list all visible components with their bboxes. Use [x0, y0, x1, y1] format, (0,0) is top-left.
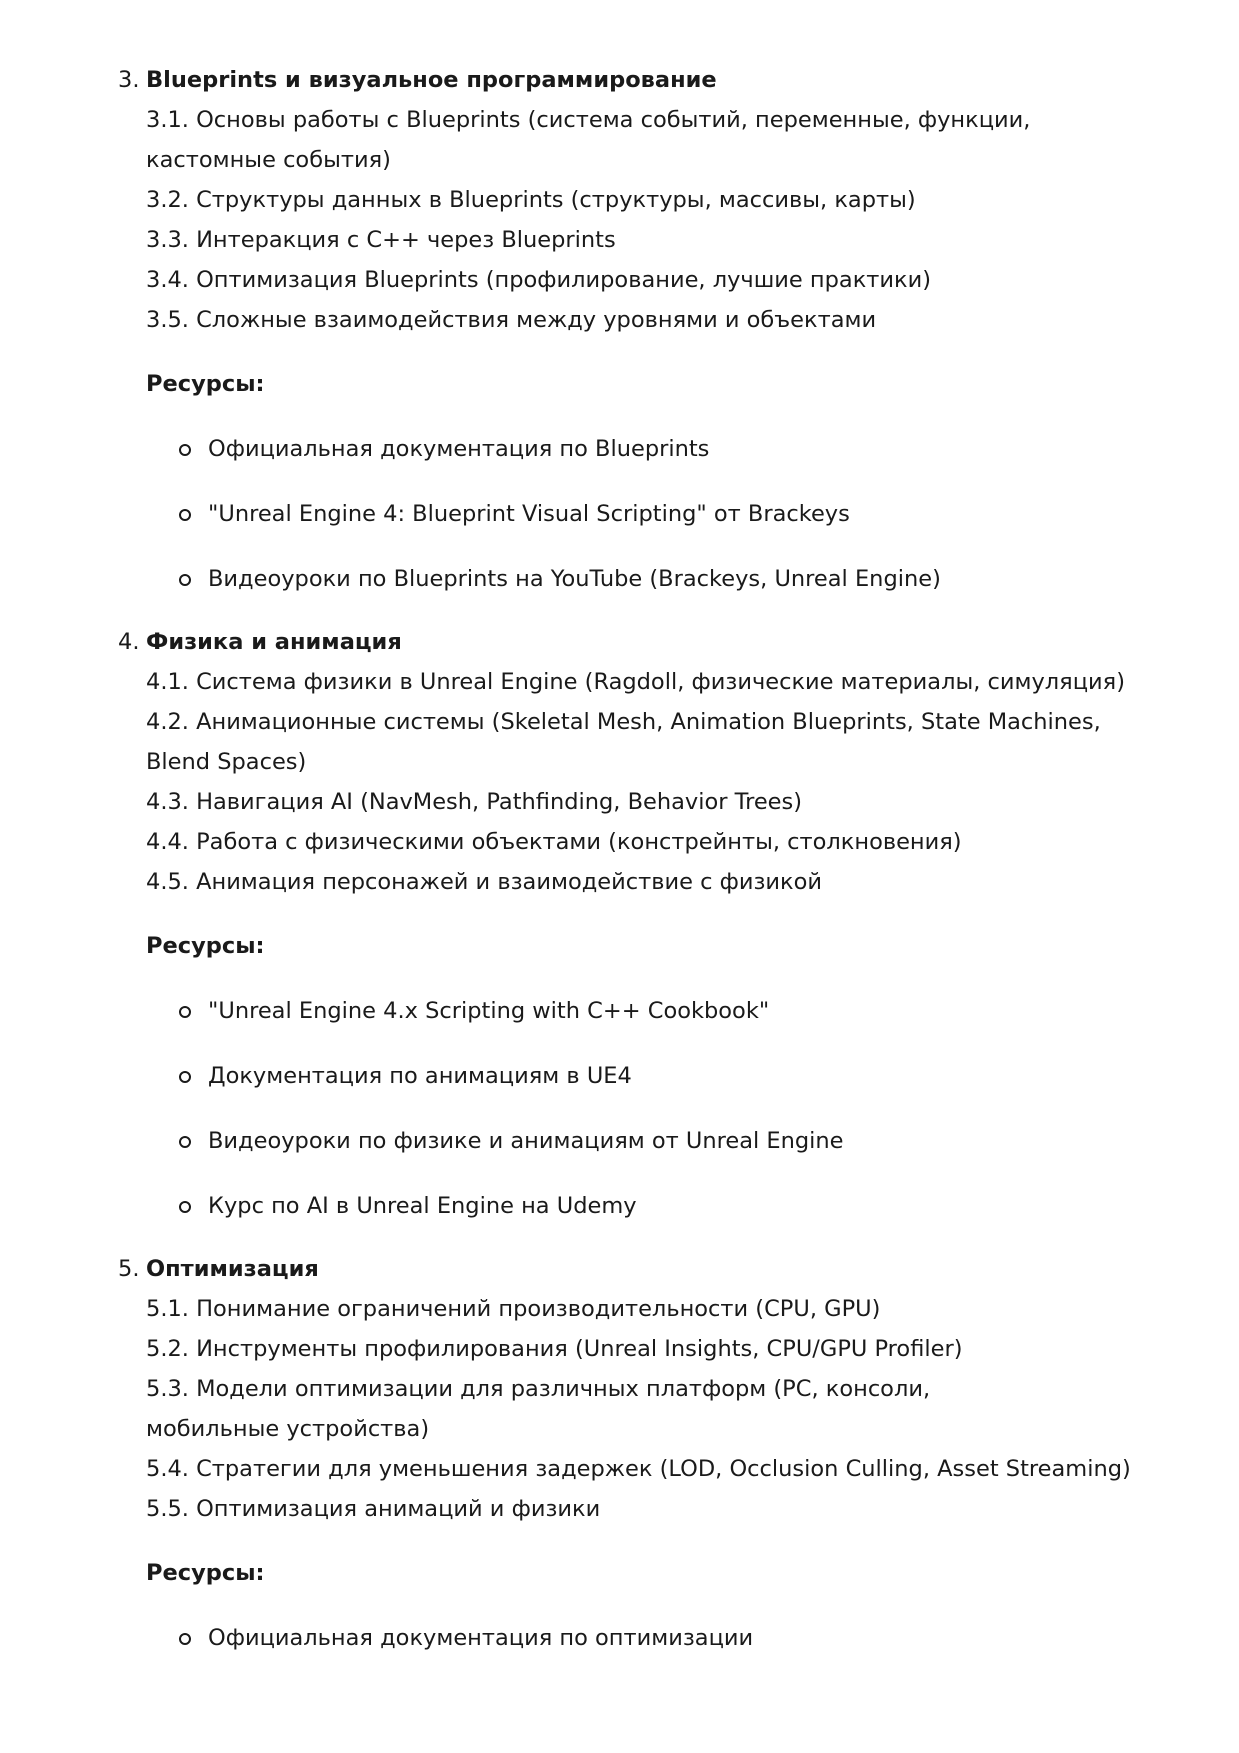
subtopic-item: 3.4. Оптимизация Blueprints (профилирование, лучшие практики) — [146, 267, 932, 293]
resource-text: Курс по AI в Unreal Engine на Udemy — [208, 1193, 637, 1219]
resource-item — [146, 429, 1146, 469]
resource-text: "Unreal Engine 4: Blueprint Visual Scripting" от Brackeys — [208, 501, 850, 527]
section-heading — [118, 622, 1146, 662]
subtopic-item: 5.3. Модели оптимизации для различных платформ (PC, консоли, мобильные устройства) — [146, 1376, 931, 1442]
circle-bullet-icon — [179, 1136, 191, 1148]
circle-bullet-icon — [179, 1071, 191, 1083]
section-number: 4. — [118, 629, 140, 655]
subtopic-list — [146, 1289, 1146, 1529]
section-title: Оптимизация — [146, 1256, 319, 1282]
resources-heading: Ресурсы: — [146, 371, 265, 397]
circle-bullet-icon — [179, 1633, 191, 1645]
resource-item — [146, 494, 1146, 534]
resource-item — [146, 1121, 1146, 1161]
section-heading — [118, 1249, 1146, 1289]
subtopic-item: 5.4. Стратегии для уменьшения задержек (LOD, Occlusion Culling, Asset Streaming) — [146, 1456, 1131, 1482]
resource-text: Документация по анимациям в UE4 — [208, 1063, 632, 1089]
subtopic-item: 5.5. Оптимизация анимаций и физики — [146, 1496, 601, 1522]
resource-text: Официальная документация по оптимизации — [208, 1625, 754, 1651]
section-title: Физика и анимация — [146, 629, 402, 655]
section-blueprints — [118, 60, 1146, 599]
resources-heading: Ресурсы: — [146, 933, 265, 959]
resource-item — [146, 1056, 1146, 1096]
subtopic-list — [146, 100, 1146, 340]
subtopic-item: 4.5. Анимация персонажей и взаимодействие с физикой — [146, 869, 823, 895]
subtopic-item: 3.5. Сложные взаимодействия между уровнями и объектами — [146, 307, 877, 333]
subtopic-item: 5.1. Понимание ограничений производительности (CPU, GPU) — [146, 1296, 881, 1322]
resource-item — [146, 1618, 1146, 1658]
section-number: 5. — [118, 1256, 140, 1282]
section-number: 3. — [118, 67, 140, 93]
subtopic-item: 3.1. Основы работы с Blueprints (система событий, переменные, функции, кастомные события) — [146, 107, 1031, 173]
subtopic-item: 4.4. Работа с физическими объектами (констрейнты, столкновения) — [146, 829, 962, 855]
circle-bullet-icon — [179, 1201, 191, 1213]
circle-bullet-icon — [179, 574, 191, 586]
section-optimization — [118, 1249, 1146, 1658]
resource-text: Видеоуроки по Blueprints на YouTube (Brackeys, Unreal Engine) — [208, 566, 941, 592]
subtopic-item: 4.2. Анимационные системы (Skeletal Mesh, Animation Blueprints, State Machines, Blend Spaces) — [146, 709, 1101, 775]
resource-item — [146, 991, 1146, 1031]
resources-list — [146, 429, 1146, 599]
resource-text: "Unreal Engine 4.x Scripting with C++ Cookbook" — [208, 998, 770, 1024]
subtopic-item: 3.3. Интеракция с C++ через Blueprints — [146, 227, 616, 253]
subtopic-item: 5.2. Инструменты профилирования (Unreal Insights, CPU/GPU Profiler) — [146, 1336, 963, 1362]
circle-bullet-icon — [179, 1006, 191, 1018]
subtopic-item: 4.3. Навигация AI (NavMesh, Pathfinding, Behavior Trees) — [146, 789, 803, 815]
subtopic-item: 4.1. Система физики в Unreal Engine (Ragdoll, физические материалы, симуляция) — [146, 669, 1125, 695]
resource-text: Видеоуроки по физике и анимациям от Unreal Engine — [208, 1128, 844, 1154]
resources-list — [146, 991, 1146, 1226]
subtopic-item: 3.2. Структуры данных в Blueprints (структуры, массивы, карты) — [146, 187, 916, 213]
resource-item — [146, 559, 1146, 599]
section-title: Blueprints и визуальное программирование — [146, 67, 717, 93]
section-heading — [118, 60, 1146, 100]
section-physics-animation — [118, 622, 1146, 1226]
resource-item — [146, 1186, 1146, 1226]
resources-heading: Ресурсы: — [146, 1560, 265, 1586]
circle-bullet-icon — [179, 509, 191, 521]
resources-list — [146, 1618, 1146, 1658]
subtopic-list — [146, 662, 1146, 902]
resource-text: Официальная документация по Blueprints — [208, 436, 710, 462]
circle-bullet-icon — [179, 444, 191, 456]
